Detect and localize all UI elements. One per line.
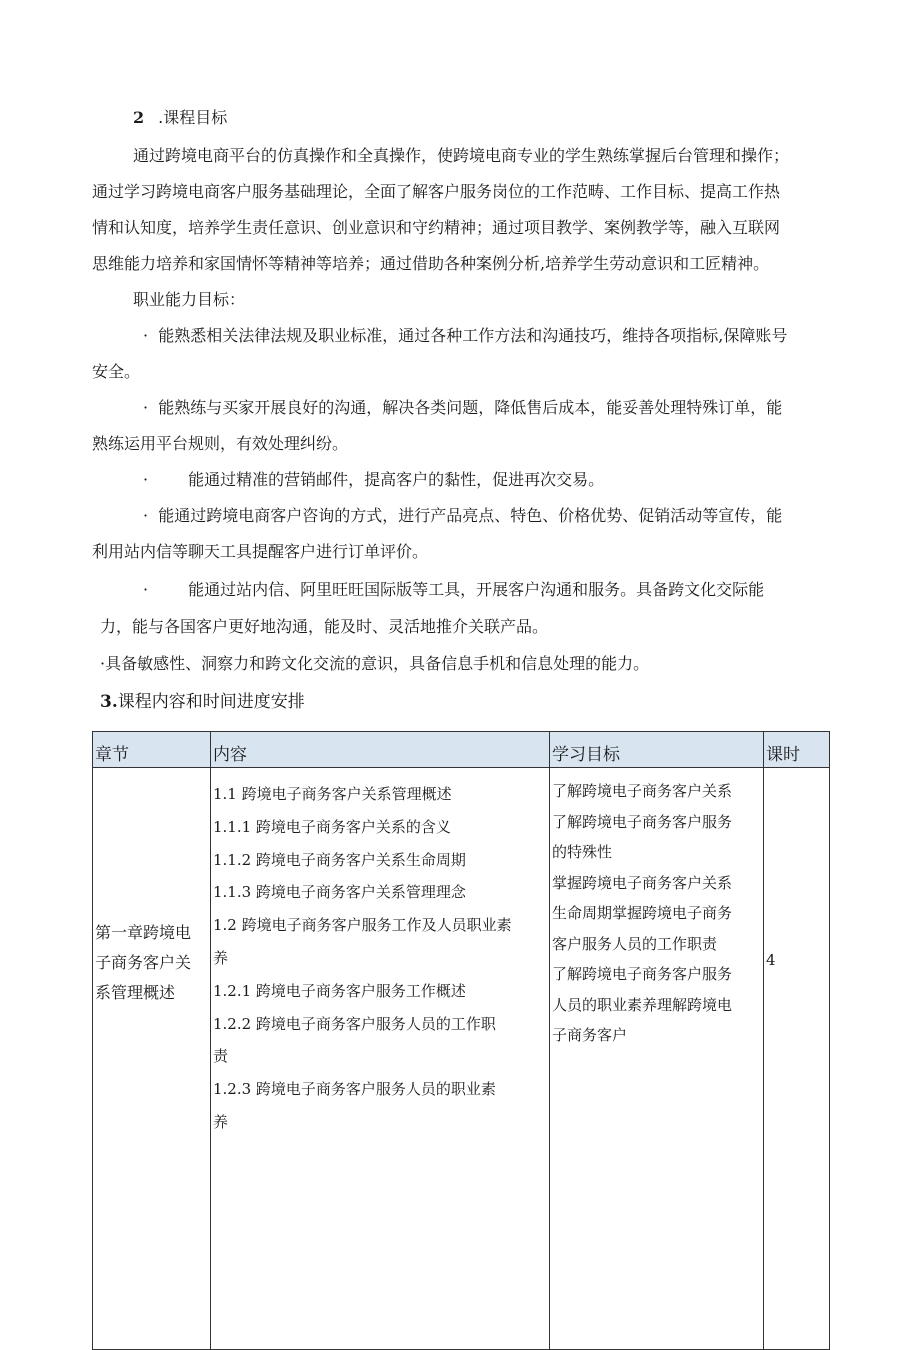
section-2-title: .课程目标 [158, 108, 228, 127]
paragraph-line: 思维能力培养和家国情怀等精神等培养；通过借助各种案例分析,培养学生劳动意识和工匠精神。 [92, 254, 770, 273]
bullet-mark: · [143, 470, 149, 489]
chapter-cell: 第一章跨境电 子商务客户关 系管理概述 [93, 768, 211, 1350]
bullet-mark: · [143, 506, 149, 525]
bullet-mark: · [143, 580, 149, 599]
table-row [93, 768, 830, 1350]
bullet-mark: · [143, 326, 149, 345]
header-content: 内容 [211, 732, 550, 768]
bullet-item: ·具备敏感性、洞察力和跨文化交流的意识，具备信息手机和信息处理的能力。 [100, 654, 650, 673]
header-hours: 课时 [764, 732, 830, 768]
table-header-row [93, 732, 830, 768]
paragraph-line: 情和认知度，培养学生责任意识、创业意识和守约精神；通过项目教学、案例教学等，融入互联网 [92, 218, 781, 237]
section-2-heading [133, 108, 227, 128]
header-learning-goal: 学习目标 [550, 732, 764, 768]
bullet-item: · 能通过跨境电商客户咨询的方式，进行产品亮点、特色、价格优势、促销活动等宣传，能 [143, 506, 783, 525]
bullet-continuation: 利用站内信等聊天工具提醒客户进行订单评价。 [92, 542, 429, 561]
header-chapter: 章节 [93, 732, 211, 768]
ability-heading: 职业能力目标： [133, 290, 246, 309]
course-schedule-table [92, 731, 830, 1350]
bullet-continuation: 安全。 [92, 362, 141, 381]
section-3-number: 3. [100, 692, 118, 712]
bullet-item: · 能通过精准的营销邮件，提高客户的黏性，促进再次交易。 [143, 470, 605, 489]
paragraph-line: 通过学习跨境电商客户服务基础理论，全面了解客户服务岗位的工作范畴、工作目标、提高工作热 [92, 182, 781, 201]
content-cell: 1.1 跨境电子商务客户关系管理概述 1.1.1 跨境电子商务客户关系的含义 1.1.2 跨境电子商务客户关系生命周期 1.1.3 跨境电子商务客户关系管理理念 1.2 跨境电子商务客户服务工作及人员职业素 养 1.2.1 跨境电子商务客户服务工作概述 1.2.2 跨境电子商务客户服务人员的工作职 责 1.2.3 跨境电子商务客户服务人员的职业素 养 [211, 768, 550, 1350]
paragraph-line: 通过跨境电商平台的仿真操作和全真操作，使跨境电商专业的学生熟练掌握后台管理和操作； [133, 146, 790, 165]
bullet-mark: · [143, 398, 149, 417]
bullet-item: · 能熟练与买家开展良好的沟通，解决各类问题，降低售后成本，能妥善处理特殊订单，能 [143, 398, 783, 417]
bullet-item: · 能通过站内信、阿里旺旺国际版等工具，开展客户沟通和服务。具备跨文化交际能 [143, 580, 765, 599]
section-2-number: 2 [133, 108, 145, 127]
hours-cell: 4 [764, 768, 830, 1350]
bullet-continuation: 熟练运用平台规则，有效处理纠纷。 [92, 434, 349, 453]
section-3-heading [100, 692, 305, 712]
bullet-item: · 能熟悉相关法律法规及职业标准，通过各种工作方法和沟通技巧，维持各项指标,保障账号 [143, 326, 788, 345]
learning-goal-cell: 了解跨境电子商务客户关系 了解跨境电子商务客户服务 的特殊性 掌握跨境电子商务客户关系 生命周期掌握跨境电子商务 客户服务人员的工作职责 了解跨境电子商务客户服务 人员的职业素养理解跨境电 子商务客户 [550, 768, 764, 1350]
bullet-continuation: 力，能与各国客户更好地沟通，能及时、灵活地推介关联产品。 [100, 617, 549, 636]
bullet-mark: · [100, 654, 106, 673]
section-3-title: 课程内容和时间进度安排 [117, 692, 305, 712]
